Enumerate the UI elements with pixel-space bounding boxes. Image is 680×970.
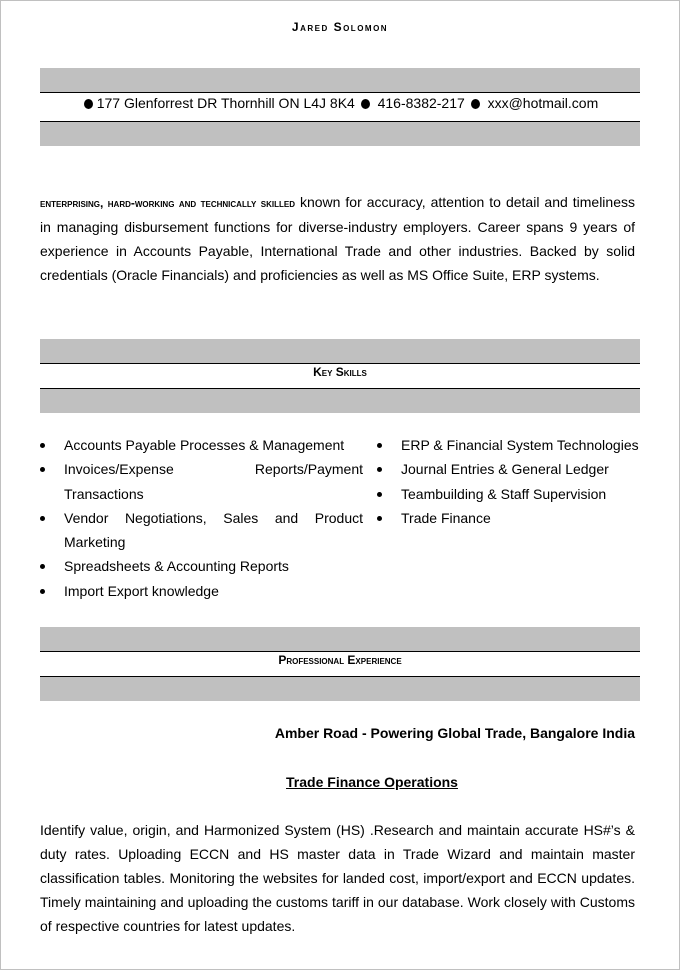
skill-item: Accounts Payable Processes & Management xyxy=(40,433,363,457)
skill-item: Invoices/Expense Reports/Payment Transactions xyxy=(40,457,363,506)
divider xyxy=(40,92,640,93)
section-bar xyxy=(40,627,640,651)
skills-left xyxy=(40,433,363,603)
bullet-icon xyxy=(84,99,93,109)
company: Amber Road - Powering Global Trade, Bangalore India xyxy=(274,725,635,741)
job-description: Identify value, origin, and Harmonized System (HS) .Research and maintain accurate HS#’s & duty rates. Uploading ECCN and HS master data in Trade Wizard and maintain master classification tables. Monitoring the websites for landed cost, import/export and ECCN updates. Timely maintaining and uploading the customs tariff in our database. Work closely with Customs of respective countries for latest updates. xyxy=(40,822,635,934)
skill-item: Journal Entries & General Ledger xyxy=(377,457,647,481)
skill-item: Vendor Negotiations, Sales and Product Marketing xyxy=(40,506,363,555)
section-bar xyxy=(40,389,640,413)
bullet-icon xyxy=(361,99,370,109)
summary xyxy=(40,190,635,287)
section-bar xyxy=(40,677,640,701)
job-title: Trade Finance Operations xyxy=(286,774,458,790)
skill-item: Trade Finance xyxy=(377,506,647,530)
bullet-icon xyxy=(471,99,480,109)
divider xyxy=(40,651,640,652)
summary-text: known for accuracy, attention to detail and timeliness in managing disbursement functions for diverse-industry employers. Career spans 9 years of experience in Accounts Payable, International Trade and other industries. Backed by solid credentials (Oracle Financials) and proficiencies as well as MS Office Suite, ERP systems. xyxy=(40,194,635,283)
skill-item: Import Export knowledge xyxy=(40,579,363,603)
email: xxx@hotmail.com xyxy=(487,95,599,111)
skill-item: Teambuilding & Staff Supervision xyxy=(377,482,647,506)
header-bar xyxy=(40,68,640,92)
skill-item: Spreadsheets & Accounting Reports xyxy=(40,554,363,578)
divider xyxy=(40,363,640,364)
key-skills-heading: Key Skills xyxy=(313,365,367,379)
candidate-name: Jared Solomon xyxy=(291,20,389,34)
skill-item: ERP & Financial System Technologies xyxy=(377,433,647,457)
address: 177 Glenforrest DR Thornhill ON L4J 8K4 xyxy=(96,95,355,111)
skills-right xyxy=(377,433,647,530)
section-bar xyxy=(40,339,640,363)
contact-line xyxy=(40,94,640,112)
experience-heading: Professional Experience xyxy=(278,653,402,667)
header-bar xyxy=(40,122,640,146)
phone: 416-8382-217 xyxy=(377,95,465,111)
summary-lead: enterprising, hard-working and technically skilled xyxy=(40,196,295,210)
